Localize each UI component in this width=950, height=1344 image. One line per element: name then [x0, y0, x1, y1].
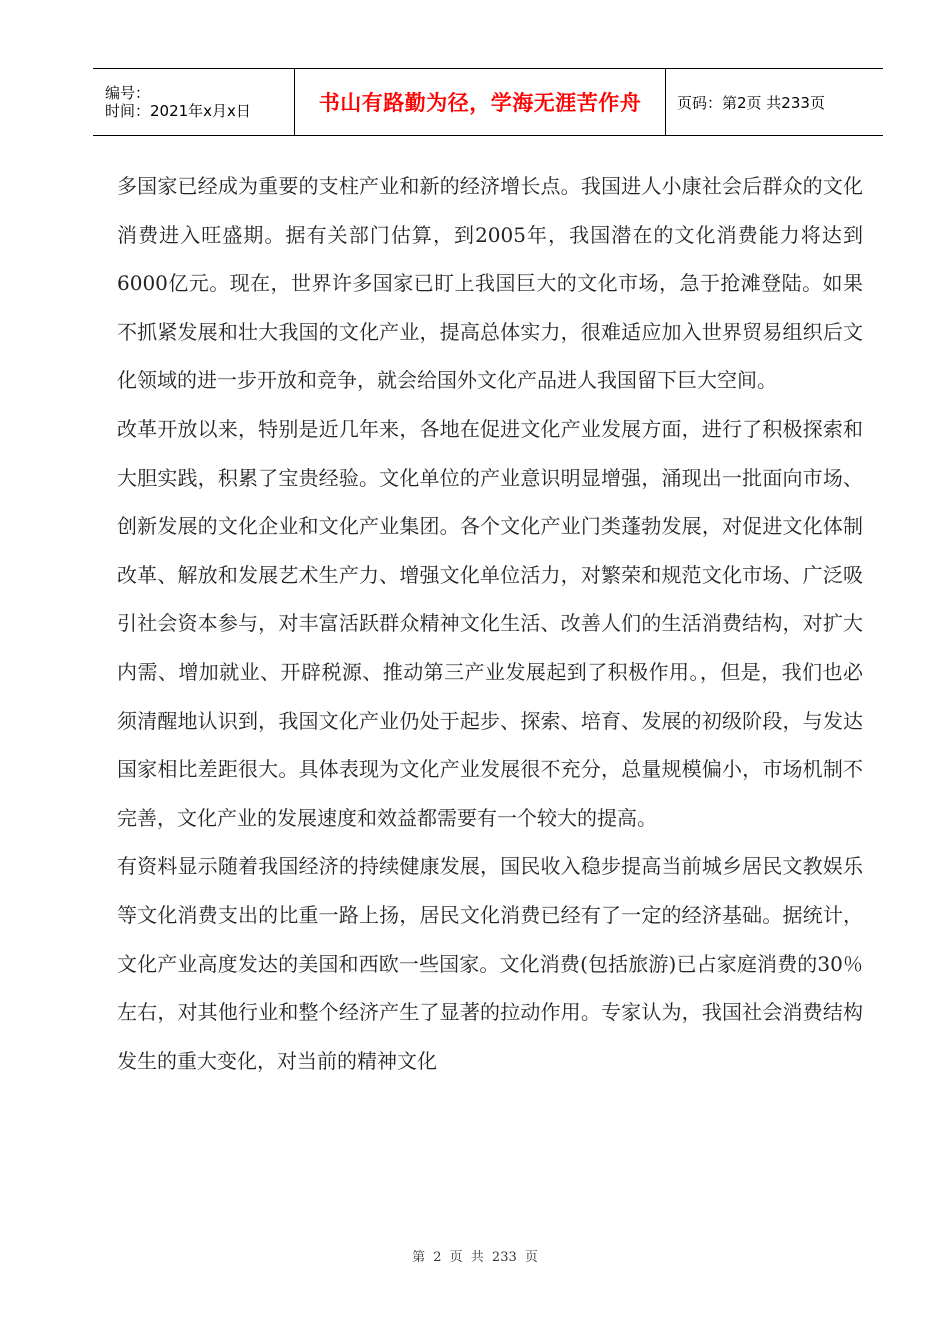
document-body [117, 162, 863, 1085]
paragraph: 多国家已经成为重要的支柱产业和新的经济增长点。我国进人小康社会后群众的文化消费进入旺盛期。据有关部门估算，到2005年，我国潜在的文化消费能力将达到6000亿元。现在，世界许多国家已盯上我国巨大的文化市场，急于抢滩登陆。如果不抓紧发展和壮大我国的文化产业，提高总体实力，很难适应加入世界贸易组织后文化领域的进一步开放和竞争，就会给国外文化产品进人我国留下巨大空间。 [117, 174, 863, 393]
document-time-label: 时间：2021年x月x日 [105, 102, 251, 120]
paragraph: 改革开放以来，特别是近几年来，各地在促进文化产业发展方面，进行了积极探索和大胆实践，积累了宝贵经验。文化单位的产业意识明显增强，涌现出一批面向市场、创新发展的文化企业和文化产业集团。各个文化产业门类蓬勃发展，对促进文化体制改革、解放和发展艺术生产力、增强文化单位活力，对繁荣和规范文化市场、广泛吸引社会资本参与，对丰富活跃群众精神文化生活、改善人们的生活消费结构，对扩大内需、增加就业、开辟税源、推动第三产业发展起到了积极作用。，但是，我们也必须清醒地认识到，我国文化产业仍处于起步、探索、培育、发展的初级阶段，与发达国家相比差距很大。具体表现为文化产业发展很不充分，总量规模偏小，市场机制不完善，文化产业的发展速度和效益都需要有一个较大的提高。 [117, 416, 863, 830]
paragraph: 有资料显示随着我国经济的持续健康发展，国民收入稳步提高当前城乡居民文教娱乐等文化消费支出的比重一路上扬，居民文化消费已经有了一定的经济基础。据统计，文化产业高度发达的美国和西欧一些国家。文化消费(包括旅游)已占家庭消费的30％左右，对其他行业和整个经济产生了显著的拉动作用。专家认为，我国社会消费结构发生的重大变化，对当前的精神文化 [117, 854, 863, 1073]
header-meta [93, 69, 294, 135]
header-motto: 书山有路勤为径，学海无涯苦作舟 [294, 69, 666, 135]
page-footer: 第 2 页 共 233 页 [412, 1250, 538, 1265]
page-header [93, 68, 883, 136]
header-page-code: 页码：第2页 共233页 [677, 93, 825, 112]
document-number-label: 编号： [105, 84, 151, 102]
